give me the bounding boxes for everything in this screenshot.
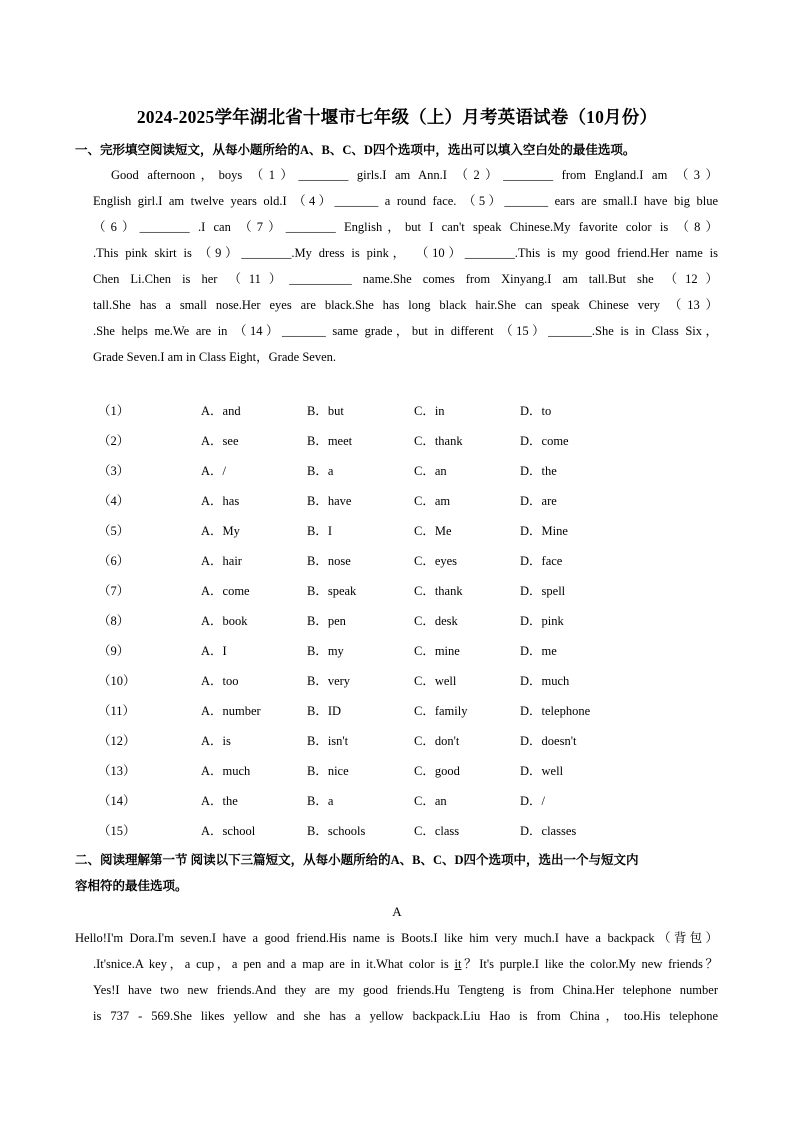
option-d: D．classes bbox=[520, 824, 577, 838]
question-number: （2） bbox=[98, 434, 130, 448]
option-a: A．book bbox=[201, 614, 248, 628]
option-b: B．speak bbox=[307, 584, 357, 598]
passage-line: （6）________ .I can （7）________ English，but I can't speak Chinese.My favorite color is （8） bbox=[93, 220, 718, 234]
question-number: （1） bbox=[98, 404, 130, 418]
passage-line: .She helps me.We are in （14）_______ same grade，but in different （15）_______.She is in Class Six， bbox=[93, 324, 718, 338]
option-row bbox=[98, 578, 658, 608]
option-a: A．hair bbox=[201, 554, 242, 568]
option-b: B．schools bbox=[307, 824, 366, 838]
option-row bbox=[98, 458, 658, 488]
option-row bbox=[98, 698, 658, 728]
question-number: （14） bbox=[98, 794, 136, 808]
section-2-heading bbox=[75, 847, 725, 899]
option-c: C．eyes bbox=[414, 554, 458, 568]
underlined-word: it bbox=[454, 957, 462, 971]
passage-line: Chen Li.Chen is her （11）__________ name.She comes from Xinyang.I am tall.But she （12） bbox=[93, 272, 718, 286]
option-c: C．good bbox=[414, 764, 460, 778]
option-a: A．I bbox=[201, 644, 227, 658]
option-b: B．have bbox=[307, 494, 352, 508]
option-d: D．doesn't bbox=[520, 734, 577, 748]
option-a: A．much bbox=[201, 764, 251, 778]
option-d: D．me bbox=[520, 644, 557, 658]
question-number: （10） bbox=[98, 674, 136, 688]
section-2-heading-line: 容相符的最佳选项。 bbox=[75, 879, 188, 893]
section-1-heading: 一、完形填空阅读短文，从每小题所给的A、B、C、D四个选项中，选出可以填入空白处的最佳选项。 bbox=[75, 143, 636, 157]
option-b: B．but bbox=[307, 404, 344, 418]
option-d: D．telephone bbox=[520, 704, 591, 718]
option-d: D．are bbox=[520, 494, 557, 508]
option-b: B．I bbox=[307, 524, 333, 538]
option-a: A．school bbox=[201, 824, 256, 838]
reading-line bbox=[75, 951, 718, 977]
reading-line: is 737 - 569.She likes yellow and she has a yellow backpack.Liu Hao is from China，too.His telephone bbox=[93, 1009, 718, 1023]
question-number: （8） bbox=[98, 614, 130, 628]
option-c: C．am bbox=[414, 494, 451, 508]
option-c: C．an bbox=[414, 464, 447, 478]
option-row bbox=[98, 728, 658, 758]
option-a: A．come bbox=[201, 584, 250, 598]
option-b: B．nose bbox=[307, 554, 351, 568]
question-number: （4） bbox=[98, 494, 130, 508]
option-a: A．has bbox=[201, 494, 240, 508]
option-b: B．very bbox=[307, 674, 351, 688]
question-number: （11） bbox=[98, 704, 136, 718]
passage-line: .This pink skirt is （9）________.My dress is pink， （10）________.This is my good friend.Her name is bbox=[93, 246, 718, 260]
option-b: B．a bbox=[307, 794, 334, 808]
question-number: （12） bbox=[98, 734, 136, 748]
option-a: A．/ bbox=[201, 464, 227, 478]
option-row bbox=[98, 548, 658, 578]
option-d: D．Mine bbox=[520, 524, 568, 538]
question-number: （15） bbox=[98, 824, 136, 838]
option-b: B．a bbox=[307, 464, 334, 478]
passage-a-label: A bbox=[392, 904, 402, 919]
option-b: B．meet bbox=[307, 434, 353, 448]
option-row bbox=[98, 668, 658, 698]
option-b: B．nice bbox=[307, 764, 349, 778]
option-a: A．too bbox=[201, 674, 239, 688]
passage-line: Grade Seven.I am in Class Eight，Grade Seven. bbox=[93, 350, 336, 364]
option-d: D．/ bbox=[520, 794, 546, 808]
option-b: B．ID bbox=[307, 704, 342, 718]
option-a: A．and bbox=[201, 404, 241, 418]
option-c: C．desk bbox=[414, 614, 458, 628]
option-a: A．see bbox=[201, 434, 239, 448]
option-a: A．number bbox=[201, 704, 261, 718]
question-number: （7） bbox=[98, 584, 130, 598]
passage-line: English girl.I am twelve years old.I （4）_______ a round face. （5）_______ ears are small.I have big blue bbox=[93, 194, 718, 208]
reading-text: .It'snice.A key，a cup，a pen and a map are in it.What color is bbox=[93, 957, 455, 971]
option-b: B．my bbox=[307, 644, 344, 658]
passage-line: Good afternoon，boys （1）________ girls.I am Ann.I （2）________ from England.I am （3） bbox=[111, 168, 718, 182]
question-number: （9） bbox=[98, 644, 130, 658]
option-c: C．class bbox=[414, 824, 460, 838]
option-c: C．thank bbox=[414, 434, 463, 448]
reading-line: Yes!I have two new friends.And they are my good friends.Hu Tengteng is from China.Her telephone number bbox=[93, 983, 718, 997]
option-d: D．spell bbox=[520, 584, 566, 598]
option-d: D．the bbox=[520, 464, 557, 478]
option-row bbox=[98, 638, 658, 668]
option-row bbox=[98, 518, 658, 548]
exam-title: 2024-2025学年湖北省十堰市七年级（上）月考英语试卷（10月份） bbox=[136, 107, 658, 127]
option-d: D．well bbox=[520, 764, 564, 778]
option-c: C．don't bbox=[414, 734, 460, 748]
passage-line: tall.She has a small nose.Her eyes are black.She has long black hair.She can speak Chinese very （13） bbox=[93, 298, 718, 312]
options-list bbox=[98, 398, 658, 848]
option-row bbox=[98, 818, 658, 848]
option-b: B．isn't bbox=[307, 734, 349, 748]
option-row bbox=[98, 788, 658, 818]
option-d: D．come bbox=[520, 434, 569, 448]
option-row bbox=[98, 758, 658, 788]
option-c: C．mine bbox=[414, 644, 460, 658]
question-number: （13） bbox=[98, 764, 136, 778]
option-d: D．much bbox=[520, 674, 570, 688]
option-row bbox=[98, 428, 658, 458]
option-d: D．face bbox=[520, 554, 563, 568]
question-number: （5） bbox=[98, 524, 130, 538]
reading-line: Hello!I'm Dora.I'm seven.I have a good friend.His name is Boots.I like him very much.I have a backpack（背包） bbox=[75, 931, 718, 945]
option-d: D．pink bbox=[520, 614, 564, 628]
option-c: C．in bbox=[414, 404, 445, 418]
option-a: A．the bbox=[201, 794, 238, 808]
question-number: （3） bbox=[98, 464, 130, 478]
option-row bbox=[98, 608, 658, 638]
option-a: A．My bbox=[201, 524, 240, 538]
option-d: D．to bbox=[520, 404, 552, 418]
option-c: C．Me bbox=[414, 524, 452, 538]
reading-passage-a bbox=[75, 925, 718, 1029]
option-c: C．an bbox=[414, 794, 447, 808]
option-c: C．well bbox=[414, 674, 457, 688]
option-c: C．family bbox=[414, 704, 468, 718]
option-c: C．thank bbox=[414, 584, 463, 598]
cloze-passage bbox=[93, 162, 718, 370]
option-row bbox=[98, 398, 658, 428]
option-row bbox=[98, 488, 658, 518]
question-number: （6） bbox=[98, 554, 130, 568]
reading-text: ？It's purple.I like the color.My new friends？ bbox=[461, 957, 718, 971]
option-b: B．pen bbox=[307, 614, 346, 628]
option-a: A．is bbox=[201, 734, 231, 748]
section-2-heading-line: 二、阅读理解第一节 阅读以下三篇短文，从每小题所给的A、B、C、D四个选项中，选出一个与短文内 bbox=[75, 853, 639, 867]
